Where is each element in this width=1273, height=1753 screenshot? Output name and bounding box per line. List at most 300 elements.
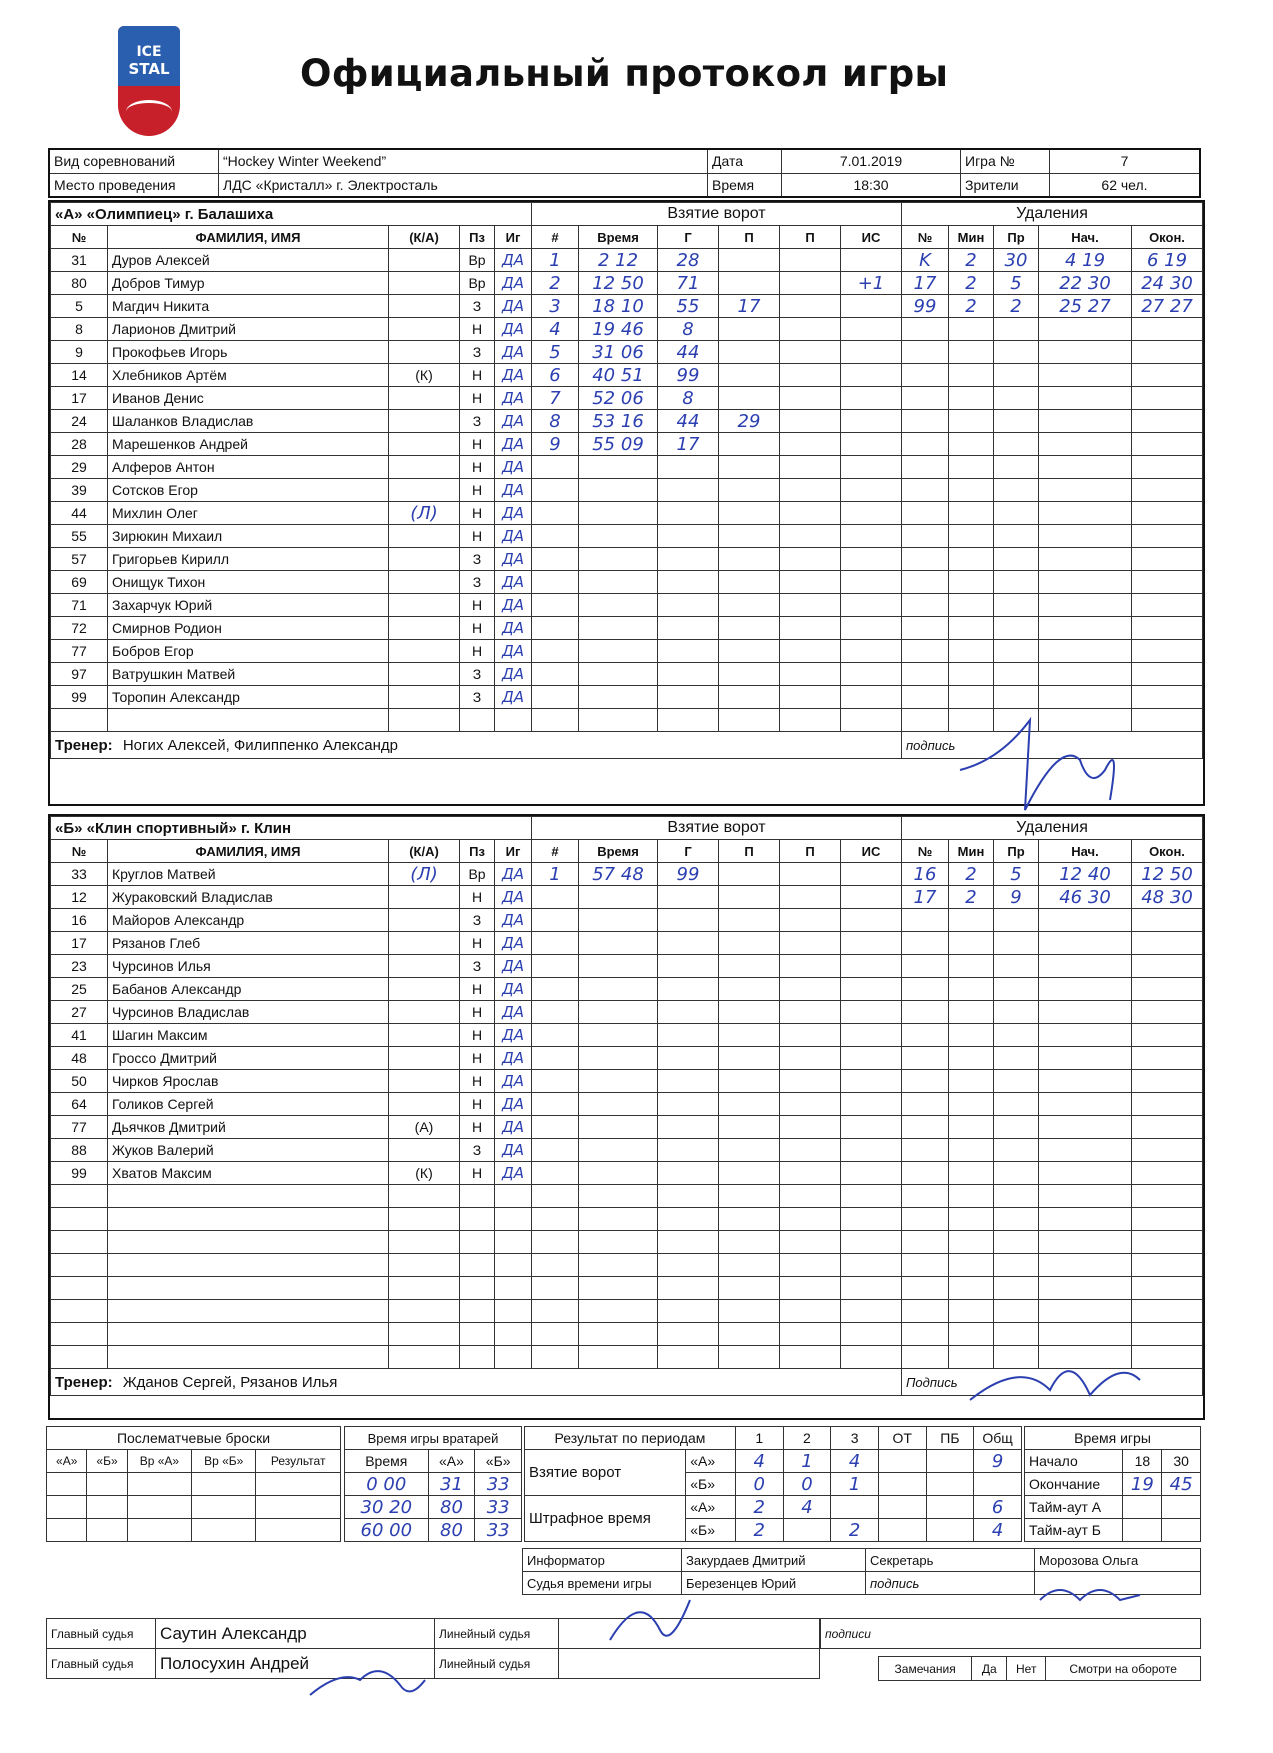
team-b-player-row: [51, 863, 1203, 886]
date-value: 7.01.2019: [782, 149, 961, 173]
goal-is: [841, 387, 902, 410]
penalty-min: [949, 1047, 994, 1070]
goal-g: [658, 1162, 719, 1185]
penalty-end: [1132, 1070, 1203, 1093]
player-number: 23: [51, 955, 108, 978]
ice-stal-logo: [118, 26, 180, 136]
goal-time: [579, 1024, 658, 1047]
goal-is: [841, 1185, 902, 1208]
penalty-start: [1039, 1277, 1132, 1300]
goal-g: 44: [658, 410, 719, 433]
goal-a1: [719, 909, 780, 932]
goal-n: [532, 1231, 579, 1254]
penalty-end: [1132, 1116, 1203, 1139]
player-position: З: [460, 909, 495, 932]
goal-a1: [719, 456, 780, 479]
penalty-min: [949, 932, 994, 955]
player-position: [460, 1208, 495, 1231]
goal-is: [841, 1323, 902, 1346]
player-plays: [495, 1208, 532, 1231]
player-role: (А): [389, 1116, 460, 1139]
timekeeper-signature: [600, 1590, 710, 1660]
player-name: Голиков Сергей: [108, 1093, 389, 1116]
end-label: Окончание: [1025, 1473, 1123, 1496]
goal-is: [841, 1346, 902, 1369]
informer-value: Закурдаев Дмитрий: [682, 1549, 866, 1572]
player-role: (К): [389, 364, 460, 387]
penalty-start: [1039, 1185, 1132, 1208]
goal-n: [532, 886, 579, 909]
player-role: [389, 318, 460, 341]
goalie-a: 80: [428, 1496, 475, 1519]
team-b-goal-header-0: #: [532, 840, 579, 863]
penalty-no: [902, 387, 949, 410]
team-a-player-row: [51, 663, 1203, 686]
goal-a2: [780, 1116, 841, 1139]
goal-g: [658, 686, 719, 709]
pen-a-value: 4: [783, 1496, 831, 1519]
team-b-goal-header-1: Время: [579, 840, 658, 863]
player-role: [389, 1254, 460, 1277]
goal-a2: [780, 709, 841, 732]
player-name: Григорьев Кирилл: [108, 548, 389, 571]
player-number: [51, 1300, 108, 1323]
penalty-end: [1132, 1185, 1203, 1208]
main-ref-2: Полосухин Андрей: [156, 1649, 435, 1679]
goal-a1: [719, 709, 780, 732]
goal-g: [658, 1093, 719, 1116]
penalty-start: [1039, 571, 1132, 594]
player-role: [389, 433, 460, 456]
penalty-end: [1132, 1001, 1203, 1024]
player-name: Михлин Олег: [108, 502, 389, 525]
penalty-min: [949, 525, 994, 548]
player-number: 12: [51, 886, 108, 909]
penalty-no: [902, 525, 949, 548]
team-b-player-row: [51, 909, 1203, 932]
player-position: Н: [460, 433, 495, 456]
team-a-pen-header-4: Окон.: [1132, 226, 1203, 249]
player-number: 77: [51, 640, 108, 663]
player-role: [389, 249, 460, 272]
goal-a2: [780, 1346, 841, 1369]
penalty-start: [1039, 456, 1132, 479]
penalty-min: 2: [949, 295, 994, 318]
penalty-min: [949, 1070, 994, 1093]
player-name: Чирков Ярослав: [108, 1070, 389, 1093]
team-a-goal-header-0: #: [532, 226, 579, 249]
goal-g: 99: [658, 863, 719, 886]
goal-is: [841, 886, 902, 909]
goalie-time-title: Время игры вратарей: [345, 1427, 522, 1450]
penalty-end: [1132, 955, 1203, 978]
goal-a1: [719, 548, 780, 571]
player-position: [460, 709, 495, 732]
player-plays: ДА: [495, 1093, 532, 1116]
goal-n: 2: [532, 272, 579, 295]
goalie-time-table: [344, 1426, 522, 1542]
penalty-no: [902, 978, 949, 1001]
penalty-start: [1039, 479, 1132, 502]
goalie-time: 30 20: [345, 1496, 429, 1519]
player-role: [389, 932, 460, 955]
player-position: З: [460, 341, 495, 364]
player-number: 50: [51, 1070, 108, 1093]
player-plays: ДА: [495, 1047, 532, 1070]
secretary-value: Морозова Ольга: [1035, 1549, 1201, 1572]
player-role: [389, 955, 460, 978]
penalty-start: [1039, 502, 1132, 525]
penalty-pr: [994, 1047, 1039, 1070]
team-b-coach: [51, 1369, 902, 1396]
goal-a2: [780, 410, 841, 433]
goal-time: [579, 886, 658, 909]
penalty-no: [902, 594, 949, 617]
player-name: Бобров Егор: [108, 640, 389, 663]
goal-is: [841, 295, 902, 318]
goal-is: [841, 410, 902, 433]
penalty-no: 99: [902, 295, 949, 318]
goal-time: [579, 571, 658, 594]
goal-n: [532, 617, 579, 640]
goal-a2: [780, 1001, 841, 1024]
player-number: 80: [51, 272, 108, 295]
goal-time: [579, 617, 658, 640]
goal-n: [532, 1024, 579, 1047]
penalty-pr: [994, 932, 1039, 955]
penalty-no: [902, 1185, 949, 1208]
page-title: Официальный протокол игры: [300, 52, 949, 95]
goal-a1: [719, 1254, 780, 1277]
goal-is: [841, 663, 902, 686]
game-value: 7: [1050, 149, 1201, 173]
start-label: Начало: [1025, 1450, 1123, 1473]
goal-time: [579, 1047, 658, 1070]
player-name: Магдич Никита: [108, 295, 389, 318]
goal-time: [579, 1208, 658, 1231]
player-plays: ДА: [495, 341, 532, 364]
goals-a-value: 4: [735, 1450, 783, 1473]
goal-g: [658, 1323, 719, 1346]
goal-a2: [780, 502, 841, 525]
periods-table: [524, 1426, 1022, 1542]
player-number: [51, 1254, 108, 1277]
player-plays: [495, 1346, 532, 1369]
goal-a2: [780, 1323, 841, 1346]
player-number: 28: [51, 433, 108, 456]
goal-n: [532, 1277, 579, 1300]
player-role: [389, 709, 460, 732]
player-plays: ДА: [495, 318, 532, 341]
goal-g: [658, 709, 719, 732]
goal-is: [841, 502, 902, 525]
team-b-player-row: [51, 1254, 1203, 1277]
player-number: 17: [51, 932, 108, 955]
player-plays: ДА: [495, 663, 532, 686]
goal-time: [579, 955, 658, 978]
player-name: [108, 1323, 389, 1346]
penalty-no: [902, 932, 949, 955]
player-number: [51, 709, 108, 732]
penalty-pr: [994, 364, 1039, 387]
goal-a1: [719, 932, 780, 955]
player-number: [51, 1185, 108, 1208]
team-b-player-row: [51, 1231, 1203, 1254]
team-b-player-row: [51, 1185, 1203, 1208]
player-number: [51, 1208, 108, 1231]
goalie-b: 33: [475, 1519, 522, 1542]
player-plays: ДА: [495, 410, 532, 433]
penalty-min: 2: [949, 272, 994, 295]
pen-a-tag: «А»: [686, 1496, 736, 1519]
player-number: [51, 1277, 108, 1300]
goal-n: [532, 594, 579, 617]
penalty-pr: [994, 456, 1039, 479]
penalty-pr: [994, 387, 1039, 410]
player-plays: [495, 1231, 532, 1254]
penalty-no: 17: [902, 886, 949, 909]
goal-n: [532, 1300, 579, 1323]
goal-time: [579, 1254, 658, 1277]
goal-a1: [719, 594, 780, 617]
penalty-start: [1039, 525, 1132, 548]
penalty-pr: [994, 955, 1039, 978]
penalty-end: 24 30: [1132, 272, 1203, 295]
player-name: Круглов Матвей: [108, 863, 389, 886]
goal-a1: [719, 1162, 780, 1185]
player-plays: ДА: [495, 640, 532, 663]
team-a-player-row: [51, 341, 1203, 364]
goal-time: [579, 1185, 658, 1208]
time-label: Время: [708, 173, 782, 197]
penalty-no: [902, 1024, 949, 1047]
penalty-start: [1039, 1116, 1132, 1139]
goal-g: [658, 1185, 719, 1208]
penalty-row-label: Штрафное время: [525, 1496, 686, 1542]
player-position: З: [460, 571, 495, 594]
player-role: [389, 341, 460, 364]
penalty-end: [1132, 571, 1203, 594]
team-a-player-row: [51, 272, 1203, 295]
team-b-coach-name: Жданов Сергей, Рязанов Илья: [118, 1373, 338, 1391]
goal-a2: [780, 249, 841, 272]
goal-g: [658, 502, 719, 525]
goal-a2: [780, 548, 841, 571]
goal-n: 1: [532, 863, 579, 886]
goal-a2: [780, 1162, 841, 1185]
player-position: [460, 1277, 495, 1300]
team-b-pen-header-2: Пр: [994, 840, 1039, 863]
penalty-start: [1039, 1254, 1132, 1277]
penalty-min: [949, 909, 994, 932]
goal-g: [658, 1277, 719, 1300]
player-role: (Л): [389, 863, 460, 886]
team-a-player-row: [51, 249, 1203, 272]
team-a-player-row: [51, 617, 1203, 640]
pen-b-tag: «Б»: [686, 1519, 736, 1542]
player-role: [389, 387, 460, 410]
penalty-pr: [994, 1070, 1039, 1093]
goal-n: [532, 548, 579, 571]
goal-time: [579, 456, 658, 479]
team-a-roster-header-4: Иг: [495, 226, 532, 249]
goal-g: [658, 456, 719, 479]
team-a-player-row: [51, 318, 1203, 341]
penalty-no: [902, 318, 949, 341]
player-position: Н: [460, 886, 495, 909]
player-plays: ДА: [495, 955, 532, 978]
penalty-min: [949, 456, 994, 479]
penalty-start: [1039, 410, 1132, 433]
goal-time: 31 06: [579, 341, 658, 364]
shootout-header-4: Результат: [256, 1450, 341, 1473]
player-number: 16: [51, 909, 108, 932]
timeout-b-label: Тайм-аут Б: [1025, 1519, 1123, 1542]
penalty-pr: [994, 617, 1039, 640]
goal-a1: [719, 1346, 780, 1369]
player-number: 99: [51, 686, 108, 709]
player-number: 72: [51, 617, 108, 640]
player-number: 29: [51, 456, 108, 479]
player-name: [108, 1208, 389, 1231]
main-ref-label-2: Главный судья: [47, 1649, 156, 1679]
goal-n: 7: [532, 387, 579, 410]
goal-a1: [719, 863, 780, 886]
penalty-min: [949, 1208, 994, 1231]
player-name: Зирюкин Михаил: [108, 525, 389, 548]
timeout-a-label: Тайм-аут А: [1025, 1496, 1123, 1519]
remarks-no: Нет: [1007, 1657, 1046, 1681]
player-plays: ДА: [495, 387, 532, 410]
player-plays: ДА: [495, 1139, 532, 1162]
player-number: 9: [51, 341, 108, 364]
player-role: (К): [389, 1162, 460, 1185]
venue-label: Место проведения: [49, 173, 219, 197]
goal-n: [532, 1001, 579, 1024]
player-name: Майоров Александр: [108, 909, 389, 932]
goal-is: [841, 1047, 902, 1070]
player-number: 5: [51, 295, 108, 318]
player-role: [389, 1185, 460, 1208]
goal-a1: [719, 886, 780, 909]
spectators-value: 62 чел.: [1050, 173, 1201, 197]
penalty-no: [902, 1300, 949, 1323]
timekeeper-label: Судья времени игры: [523, 1572, 682, 1595]
player-role: [389, 571, 460, 594]
goal-is: [841, 1093, 902, 1116]
player-number: [51, 1231, 108, 1254]
penalty-no: [902, 433, 949, 456]
team-b-goal-header-4: П: [780, 840, 841, 863]
goalie-b: 33: [475, 1496, 522, 1519]
goal-time: 18 10: [579, 295, 658, 318]
goals-a-value: [878, 1450, 926, 1473]
goal-is: [841, 249, 902, 272]
player-plays: ДА: [495, 433, 532, 456]
penalty-no: [902, 1231, 949, 1254]
penalty-pr: [994, 594, 1039, 617]
goal-a2: [780, 456, 841, 479]
goal-is: [841, 341, 902, 364]
goal-time: [579, 640, 658, 663]
player-name: [108, 1185, 389, 1208]
penalty-min: [949, 479, 994, 502]
goal-g: [658, 1116, 719, 1139]
penalty-end: [1132, 640, 1203, 663]
goal-g: [658, 525, 719, 548]
penalty-min: [949, 387, 994, 410]
secretary-signature: [1030, 1575, 1150, 1615]
goal-is: [841, 1231, 902, 1254]
player-number: 25: [51, 978, 108, 1001]
goal-a2: [780, 640, 841, 663]
goal-is: [841, 1254, 902, 1277]
player-name: Добров Тимур: [108, 272, 389, 295]
team-a-player-row: [51, 456, 1203, 479]
penalty-end: [1132, 364, 1203, 387]
goal-a2: [780, 863, 841, 886]
goal-g: [658, 479, 719, 502]
penalty-pr: [994, 341, 1039, 364]
goal-is: [841, 525, 902, 548]
goal-n: 6: [532, 364, 579, 387]
penalty-no: [902, 1093, 949, 1116]
goal-n: [532, 1116, 579, 1139]
player-name: Торопин Александр: [108, 686, 389, 709]
team-a-coach: [51, 732, 902, 759]
goal-g: [658, 571, 719, 594]
penalty-start: [1039, 932, 1132, 955]
goal-a2: [780, 955, 841, 978]
pen-a-value: [878, 1496, 926, 1519]
goal-is: [841, 1024, 902, 1047]
pen-b-value: [926, 1519, 974, 1542]
penalty-pr: [994, 410, 1039, 433]
team-b-player-row: [51, 932, 1203, 955]
goal-a1: [719, 1001, 780, 1024]
goal-g: [658, 886, 719, 909]
team-b-goals-title: Взятие ворот: [532, 817, 902, 840]
player-role: (Л): [389, 502, 460, 525]
goal-a1: 17: [719, 295, 780, 318]
goal-g: 8: [658, 387, 719, 410]
penalty-no: [902, 1070, 949, 1093]
goal-is: [841, 1001, 902, 1024]
penalty-pr: [994, 1208, 1039, 1231]
goal-a2: [780, 1070, 841, 1093]
goal-a1: 29: [719, 410, 780, 433]
goal-n: [532, 571, 579, 594]
player-name: Смирнов Родион: [108, 617, 389, 640]
goalie-a: 31: [428, 1473, 475, 1496]
goal-g: [658, 1001, 719, 1024]
player-position: Н: [460, 640, 495, 663]
team-b-player-row: [51, 1277, 1203, 1300]
penalty-min: [949, 1254, 994, 1277]
player-plays: ДА: [495, 978, 532, 1001]
goal-n: [532, 1093, 579, 1116]
penalty-end: [1132, 1093, 1203, 1116]
goal-n: [532, 640, 579, 663]
goals-a-tag: «А»: [686, 1450, 736, 1473]
team-b-goal-header-5: ИС: [841, 840, 902, 863]
player-role: [389, 548, 460, 571]
goal-n: [532, 456, 579, 479]
goalie-b: 33: [475, 1473, 522, 1496]
goal-is: [841, 909, 902, 932]
penalty-pr: 5: [994, 863, 1039, 886]
player-plays: [495, 1185, 532, 1208]
